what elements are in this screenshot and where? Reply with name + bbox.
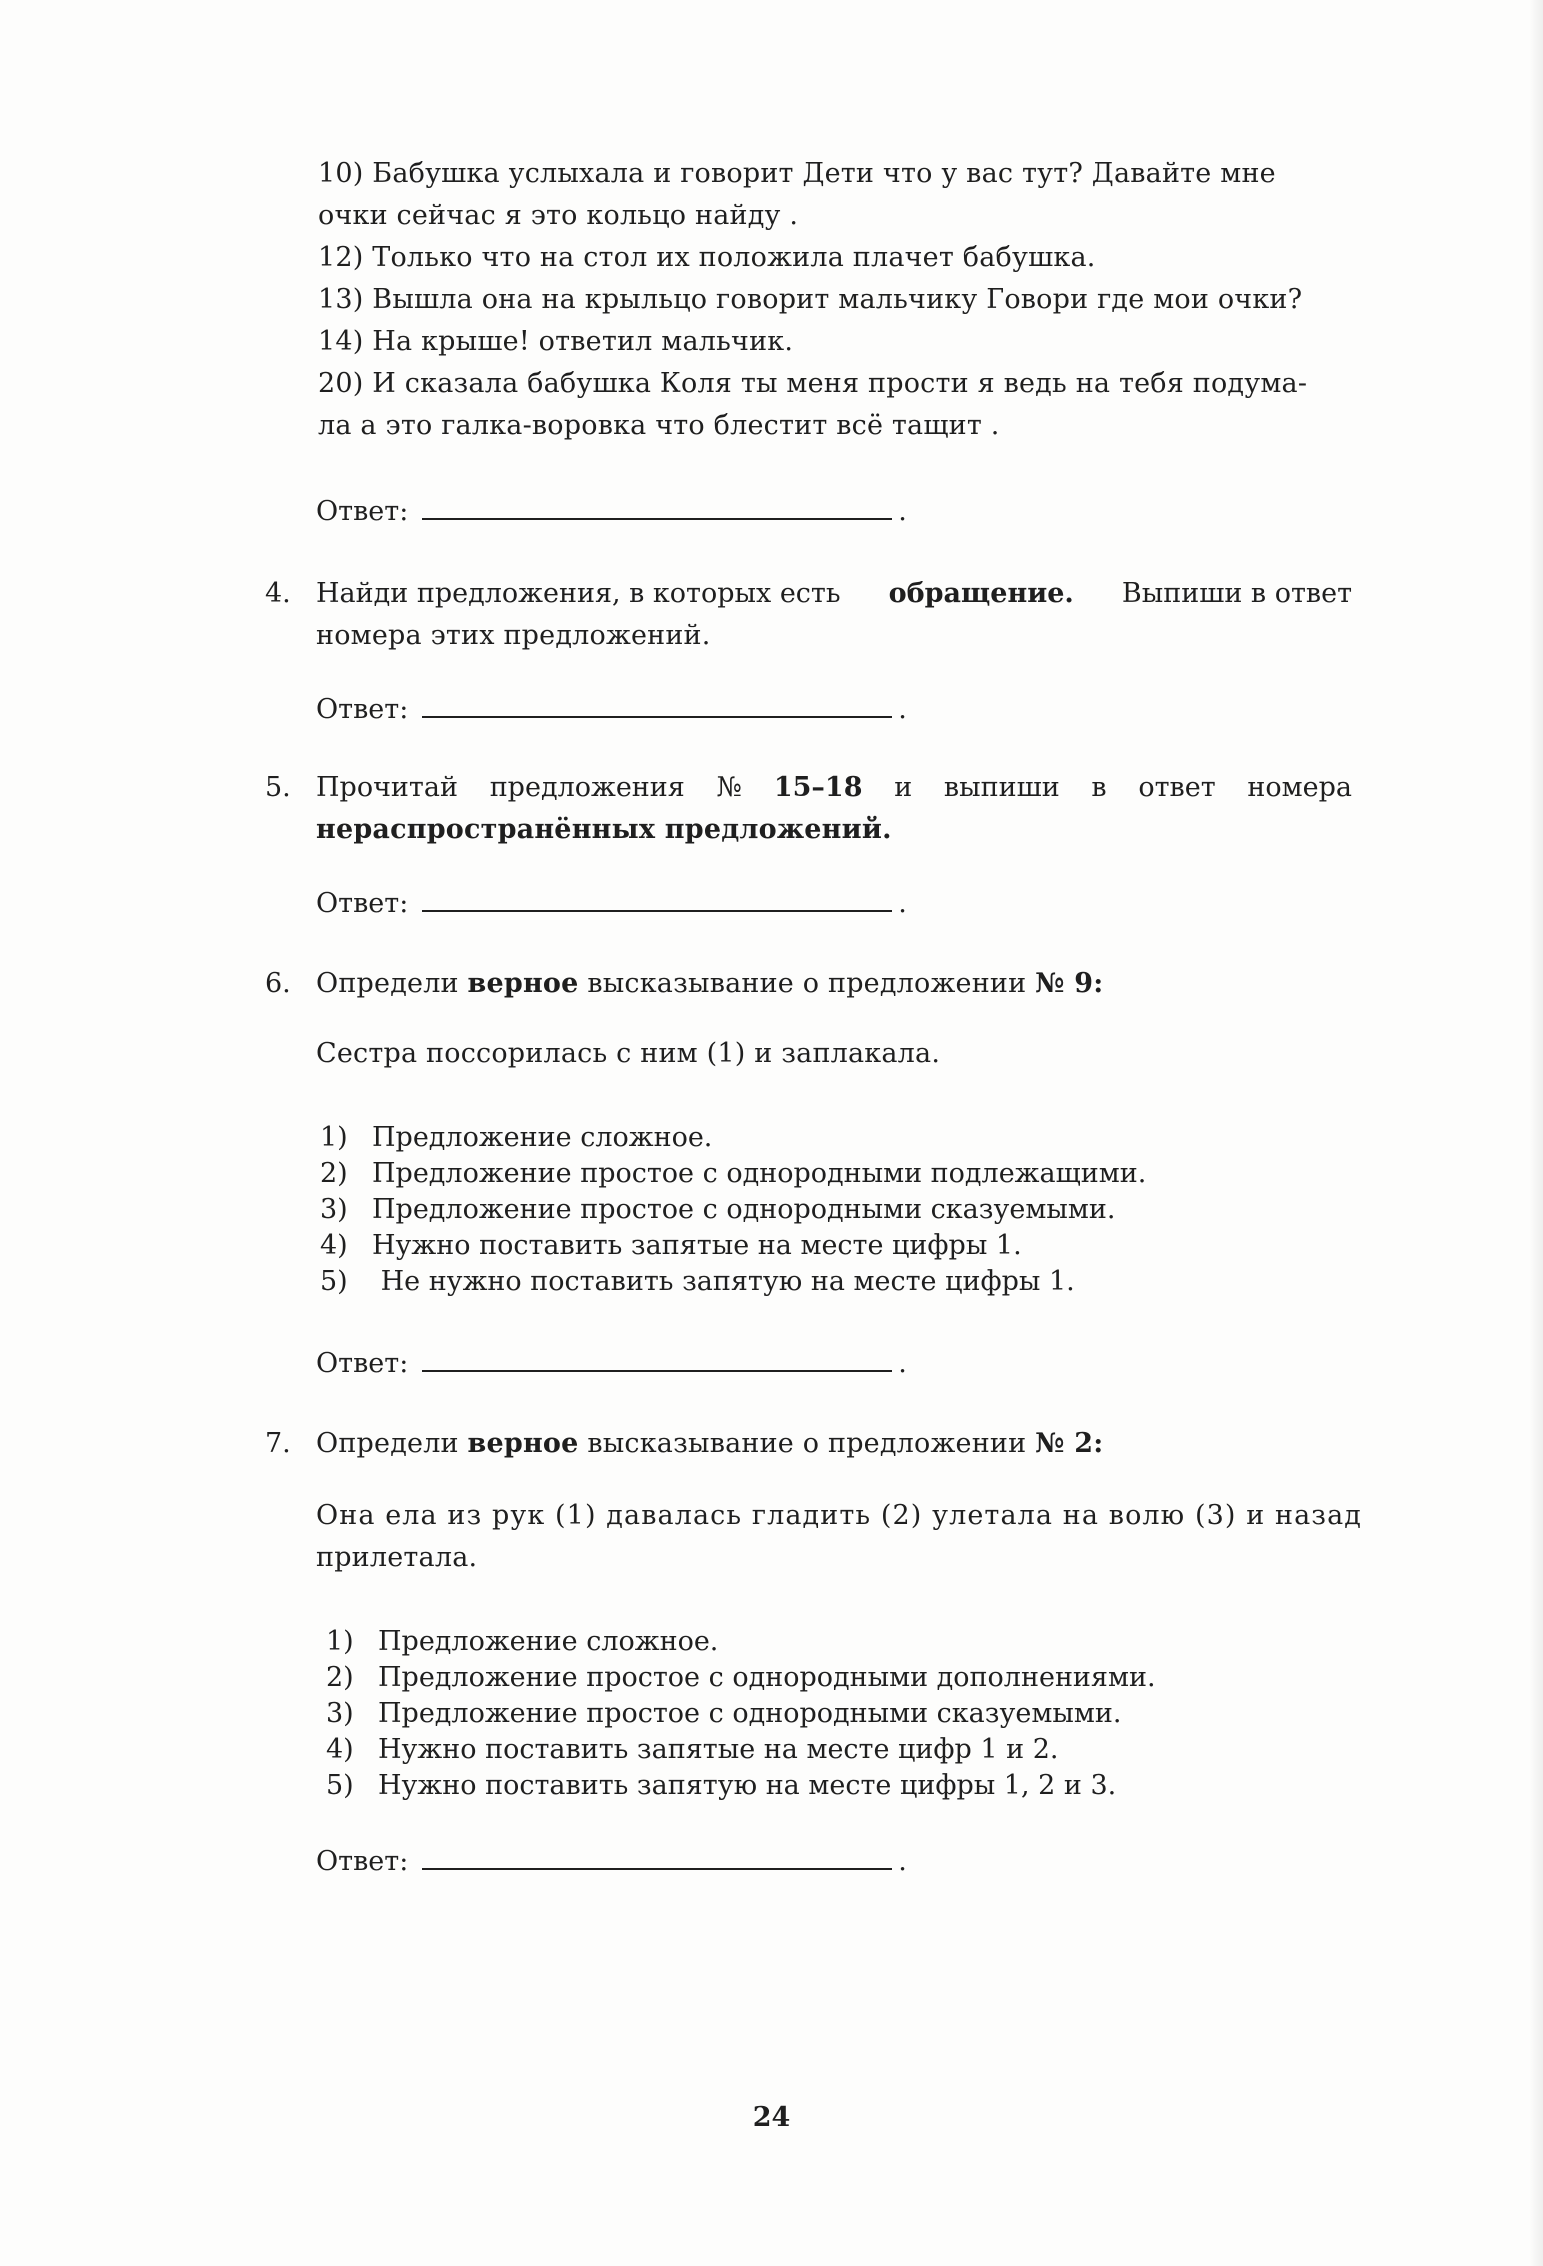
- question-7-number: 7.: [265, 1428, 291, 1459]
- answer-line-q6[interactable]: Ответ: .: [316, 1342, 907, 1384]
- sentence-10-line-1: 10) Бабушка услыхала и говорит Дети что у вас тут? Давайте мне: [318, 158, 1276, 189]
- sentence-13: 13) Вышла она на крыльцо говорит мальчику Говори где мои очки?: [318, 284, 1303, 315]
- question-7-sentence-line-2: прилетала.: [316, 1542, 478, 1573]
- question-7-option-1[interactable]: 1) Предложение сложное.: [326, 1626, 719, 1657]
- question-5-keyword: нераспространённых предложений.: [316, 814, 892, 845]
- question-7-prompt: Определи верное высказывание о предложении № 2:: [316, 1428, 1104, 1459]
- answer-blank[interactable]: [422, 1840, 892, 1870]
- question-6-option-4[interactable]: 4) Нужно поставить запятые на месте цифры 1.: [320, 1230, 1022, 1261]
- question-4-number: 4.: [265, 578, 291, 609]
- sentence-20-line-2: ла а это галка-воровка что блестит всё тащит .: [318, 410, 1000, 441]
- page-number: 24: [752, 2102, 791, 2133]
- answer-label: Ответ:: [316, 888, 409, 919]
- question-6-prompt: Определи верное высказывание о предложении № 9:: [316, 968, 1104, 999]
- question-7-sentence-line-1: Она ела из рук (1) давалась гладить (2) улетала на волю (3) и назад: [316, 1500, 1363, 1531]
- question-4-line-1: Найди предложения, в которых есть обращение. Выпиши в ответ: [316, 574, 1352, 614]
- answer-blank[interactable]: [422, 1342, 892, 1372]
- sentence-12: 12) Только что на стол их положила плачет бабушка.: [318, 242, 1096, 273]
- answer-line-top[interactable]: Ответ: .: [316, 490, 907, 532]
- answer-label: Ответ:: [316, 1846, 409, 1877]
- sentence-14: 14) На крыше! ответил мальчик.: [318, 326, 794, 357]
- answer-blank[interactable]: [422, 490, 892, 520]
- question-5-line-1: Прочитай предложения № 15–18 и выпиши в ответ номера: [316, 772, 1352, 803]
- question-7-option-3[interactable]: 3) Предложение простое с однородными сказуемыми.: [326, 1698, 1122, 1729]
- question-6-sentence: Сестра поссорилась с ним (1) и заплакала.: [316, 1038, 941, 1069]
- question-6-option-2[interactable]: 2) Предложение простое с однородными подлежащими.: [320, 1158, 1147, 1189]
- question-6-option-5[interactable]: 5) Не нужно поставить запятую на месте цифры 1.: [320, 1266, 1075, 1297]
- answer-blank[interactable]: [422, 688, 892, 718]
- answer-line-q7[interactable]: Ответ: .: [316, 1840, 907, 1882]
- answer-label: Ответ:: [316, 1348, 409, 1379]
- sentence-10-line-2: очки сейчас я это кольцо найду .: [318, 200, 799, 231]
- sentence-20-line-1: 20) И сказала бабушка Коля ты меня прости я ведь на тебя подума-: [318, 368, 1308, 399]
- page-edge-shadow: [1529, 0, 1543, 2266]
- question-7-option-5[interactable]: 5) Нужно поставить запятую на месте цифры 1, 2 и 3.: [326, 1770, 1117, 1801]
- question-5-number: 5.: [265, 772, 291, 803]
- answer-label: Ответ:: [316, 694, 409, 725]
- answer-label: Ответ:: [316, 496, 409, 527]
- question-4-line-2: номера этих предложений.: [316, 620, 711, 651]
- question-6-option-3[interactable]: 3) Предложение простое с однородными сказуемыми.: [320, 1194, 1116, 1225]
- question-7-option-4[interactable]: 4) Нужно поставить запятые на месте цифр 1 и 2.: [326, 1734, 1059, 1765]
- answer-line-q5[interactable]: Ответ: .: [316, 882, 907, 924]
- question-7-option-2[interactable]: 2) Предложение простое с однородными дополнениями.: [326, 1662, 1156, 1693]
- answer-blank[interactable]: [422, 882, 892, 912]
- question-5-line-2: [316, 810, 892, 850]
- question-4-keyword: обращение.: [888, 578, 1074, 609]
- question-6-option-1[interactable]: 1) Предложение сложное.: [320, 1122, 713, 1153]
- question-6-number: 6.: [265, 968, 291, 999]
- answer-line-q4[interactable]: Ответ: .: [316, 688, 907, 730]
